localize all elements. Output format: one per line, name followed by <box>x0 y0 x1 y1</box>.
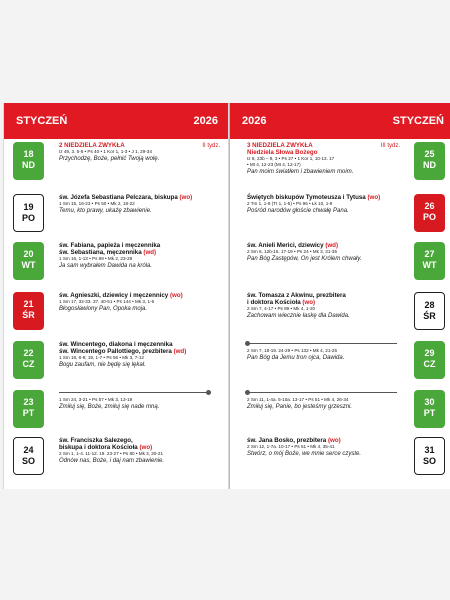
day-badge <box>13 194 44 232</box>
rank-marker: (wd) <box>173 348 187 355</box>
day-row <box>230 242 450 282</box>
day-badge <box>13 437 44 475</box>
readings-refs: 2 Tm 1, 1-8 (Tt 1, 1-5) • Ps 96 • Łk 10, 1-9 <box>247 201 333 206</box>
day-badge <box>414 437 445 475</box>
feast-title <box>247 149 397 156</box>
feast-title-text: Świętych biskupów Tymoteusza i Tytusa <box>247 194 366 201</box>
day-entry <box>59 292 209 313</box>
readings-refs: 2 Sm 1, 1-4. 11-12. 19. 23-27 • Ps 80 • Mk 3, 20-21 <box>59 451 163 456</box>
day-entry <box>247 348 397 362</box>
day-row <box>4 242 228 282</box>
day-badge <box>414 341 445 379</box>
day-abbr: PT <box>22 408 35 418</box>
readings-refs: 1 Sm 18, 6-9; 19, 1-7 • Ps 56 • Mk 3, 7-12 <box>59 355 144 360</box>
psalm-response: Temu, kto prawy, ukażę zbawienie. <box>59 208 152 214</box>
feast-title-text: św. Anieli Merici, dziewicy <box>247 242 324 249</box>
feast-title <box>247 242 397 249</box>
feast-title <box>59 341 209 348</box>
feast-title-text: 3 NIEDZIELA ZWYKŁA <box>247 142 313 149</box>
month-label: STYCZEŃ <box>392 115 444 127</box>
day-number: 18 <box>23 149 34 159</box>
day-abbr: SO <box>21 456 35 466</box>
rank-marker: (wo) <box>367 194 381 201</box>
day-abbr: PO <box>422 212 436 222</box>
readings-refs: Iz 49, 3. 5-6 • Ps 40 • 1 Kor 1, 1-3 • J 1, 29-34 <box>59 149 152 154</box>
rank-marker: (wo) <box>302 299 316 306</box>
day-abbr: CZ <box>423 359 436 369</box>
day-entry <box>59 142 209 163</box>
feast-title-text: św. Wincentego, diakona i męczennika <box>59 341 173 348</box>
feast-title-text: św. Wincentego Pallottiego, prezbitera <box>59 348 172 355</box>
feast-title <box>247 299 397 306</box>
psalm-response: Pośród narodów głoście chwałę Pana. <box>247 208 349 214</box>
day-row <box>230 292 450 332</box>
psalm-response: Przychodzę, Boże, pełnić Twoją wolę. <box>59 156 160 162</box>
day-row <box>4 142 228 182</box>
day-abbr: PO <box>21 213 35 223</box>
readings-refs: 1 Sm 16, 1-13 • Ps 89 • Mk 2, 23-28 <box>59 256 133 261</box>
day-badge <box>414 194 445 232</box>
readings-refs: 2 Sm 7, 4-17 • Ps 89 • Mk 4, 1-20 <box>247 306 316 311</box>
day-row <box>4 292 228 332</box>
day-entry <box>59 341 209 369</box>
day-abbr: ŚR <box>22 310 35 320</box>
readings-refs: 1 Sm 24, 3-21 • Ps 57 • Mk 3, 13-19 <box>59 397 133 402</box>
day-number: 25 <box>424 149 435 159</box>
psalm-response: Zmiłuj się, Boże, zmiłuj się nade mną. <box>59 404 160 410</box>
feast-title <box>247 194 397 201</box>
feast-title-text: św. Franciszka Salezego, <box>59 437 133 444</box>
day-row <box>4 390 228 430</box>
psalm-response: Zmiłuj się, Panie, bo jesteśmy grzeszni. <box>247 404 353 410</box>
day-entry <box>59 194 209 215</box>
psalm-response: Pan Bóg Zastępów, On jest Królem chwały. <box>247 256 362 262</box>
readings-refs: 2 Sm 12, 1-7a. 10-17 • Ps 51 • Mk 4, 35-41 <box>247 444 335 449</box>
day-row <box>230 194 450 234</box>
day-abbr: WT <box>422 260 437 270</box>
day-entry <box>247 397 397 411</box>
feast-title-text: św. Fabiana, papieża i męczennika <box>59 242 161 249</box>
day-badge <box>414 390 445 428</box>
rank-marker: (wo) <box>179 194 193 201</box>
right-page <box>229 103 450 489</box>
day-row <box>4 341 228 381</box>
feast-title-text: św. Agnieszki, dziewicy i męczennicy <box>59 292 169 299</box>
day-number: 22 <box>23 348 34 358</box>
day-row <box>4 194 228 234</box>
feast-title-text: 2 NIEDZIELA ZWYKŁA <box>59 142 125 149</box>
feast-title-text: św. Jana Bosko, prezbitera <box>247 437 327 444</box>
day-abbr: ŚR <box>423 311 436 321</box>
feast-title <box>59 444 209 451</box>
day-entry <box>247 437 397 458</box>
page-header <box>4 103 228 139</box>
rank-marker: (wd) <box>325 242 339 249</box>
rank-marker: (wo) <box>169 292 183 299</box>
readings-refs: 2 Sm 11, 1-4a. 5-10a. 13-17 • Ps 51 • Mk 4, 26-34 <box>247 397 349 402</box>
day-entry <box>247 142 397 176</box>
day-row <box>4 437 228 477</box>
psalm-response: Ja sam wybrałem Dawida na króla. <box>59 263 153 269</box>
day-number: 28 <box>424 300 435 310</box>
rank-marker: (wo) <box>139 444 153 451</box>
day-entry <box>247 292 397 320</box>
readings-refs: 2 Sm 6, 12b-15. 17-19 • Ps 24 • Mk 3, 31-35 <box>247 249 338 254</box>
psalm-response: Błogosławiony Pan, Opoka moja. <box>59 306 148 312</box>
feast-title <box>59 437 209 444</box>
entry-divider <box>247 392 397 393</box>
feast-title <box>247 142 397 149</box>
feast-title <box>247 437 397 444</box>
day-number: 23 <box>23 397 34 407</box>
day-number: 31 <box>424 445 435 455</box>
day-number: 27 <box>424 249 435 259</box>
entry-divider <box>59 392 209 393</box>
day-number: 24 <box>23 445 34 455</box>
day-entry <box>59 242 209 270</box>
day-badge <box>414 242 445 280</box>
entry-divider <box>247 343 397 344</box>
day-number: 29 <box>424 348 435 358</box>
readings-refs: • Mt 4, 12-23 (Mt 4, 12-17) <box>247 162 301 167</box>
day-badge <box>13 142 44 180</box>
day-row <box>230 341 450 381</box>
day-row <box>230 390 450 430</box>
day-badge <box>13 341 44 379</box>
readings-refs: Iz 8, 23b – 9, 3 • Ps 27 • 1 Kor 1, 10-13. 17 <box>247 156 335 161</box>
day-badge <box>13 390 44 428</box>
year-label: 2026 <box>193 115 218 127</box>
day-abbr: ND <box>22 160 35 170</box>
feast-title-text: św. Józefa Sebastiana Pelczara, biskupa <box>59 194 178 201</box>
feast-title-text: biskupa i doktora Kościoła <box>59 444 138 451</box>
psalm-response: Stwórz, o mój Boże, we mnie serce czyste. <box>247 451 362 457</box>
feast-title-text: św. Sebastiana, męczennika <box>59 249 142 256</box>
feast-title <box>59 242 209 249</box>
day-entry <box>59 437 209 465</box>
rank-marker: (wo) <box>327 437 341 444</box>
day-abbr: CZ <box>22 359 35 369</box>
day-entry <box>247 194 397 215</box>
day-row <box>230 437 450 477</box>
day-row <box>230 142 450 182</box>
psalm-response: Bogu zaufam, nie będę się lękał. <box>59 362 146 368</box>
psalm-response: Pan Bóg da Jemu tron ojca, Dawida. <box>247 355 345 361</box>
day-number: 20 <box>23 249 34 259</box>
day-abbr: WT <box>21 260 36 270</box>
day-badge <box>414 142 445 180</box>
left-page <box>3 103 229 489</box>
day-badge <box>13 242 44 280</box>
readings-refs: 1 Sm 17, 32-33. 37. 40-51 • Ps 144 • Mk 3, 1-6 <box>59 299 155 304</box>
feast-title <box>247 292 397 299</box>
readings-refs: 2 Sm 7, 18-19. 24-29 • Ps 132 • Mk 4, 21-25 <box>247 348 338 353</box>
day-abbr: PT <box>423 408 436 418</box>
feast-title <box>59 348 209 355</box>
feast-title <box>59 194 209 201</box>
week-label: II tydz. <box>202 143 220 149</box>
feast-title <box>59 292 209 299</box>
feast-title-text: Niedziela Słowa Bożego <box>247 149 318 156</box>
feast-title-text: św. Tomasza z Akwinu, prezbitera <box>247 292 346 299</box>
feast-title <box>59 142 209 149</box>
day-badge <box>414 292 445 330</box>
day-entry <box>247 242 397 263</box>
psalm-response: Odnów nas, Boże, i daj nam zbawienie. <box>59 458 165 464</box>
week-label: III tydz. <box>380 143 400 149</box>
year-label: 2026 <box>242 115 267 127</box>
feast-title <box>59 249 209 256</box>
day-badge <box>13 292 44 330</box>
feast-title-text: i doktora Kościoła <box>247 299 301 306</box>
day-number: 30 <box>424 397 435 407</box>
day-abbr: ND <box>423 160 436 170</box>
day-entry <box>59 397 209 411</box>
day-number: 26 <box>424 201 435 211</box>
psalm-response: Zachowam wiecznie łaskę dla Dawida. <box>247 313 350 319</box>
psalm-response: Pan moim światłem i zbawieniem moim. <box>247 169 354 175</box>
readings-refs: 1 Sm 15, 16-23 • Ps 50 • Mk 2, 18-22 <box>59 201 135 206</box>
day-abbr: SO <box>422 456 436 466</box>
day-number: 19 <box>23 202 34 212</box>
page-header <box>230 103 450 139</box>
day-number: 21 <box>23 299 34 309</box>
month-label: STYCZEŃ <box>16 115 68 127</box>
rank-marker: (wd) <box>143 249 157 256</box>
